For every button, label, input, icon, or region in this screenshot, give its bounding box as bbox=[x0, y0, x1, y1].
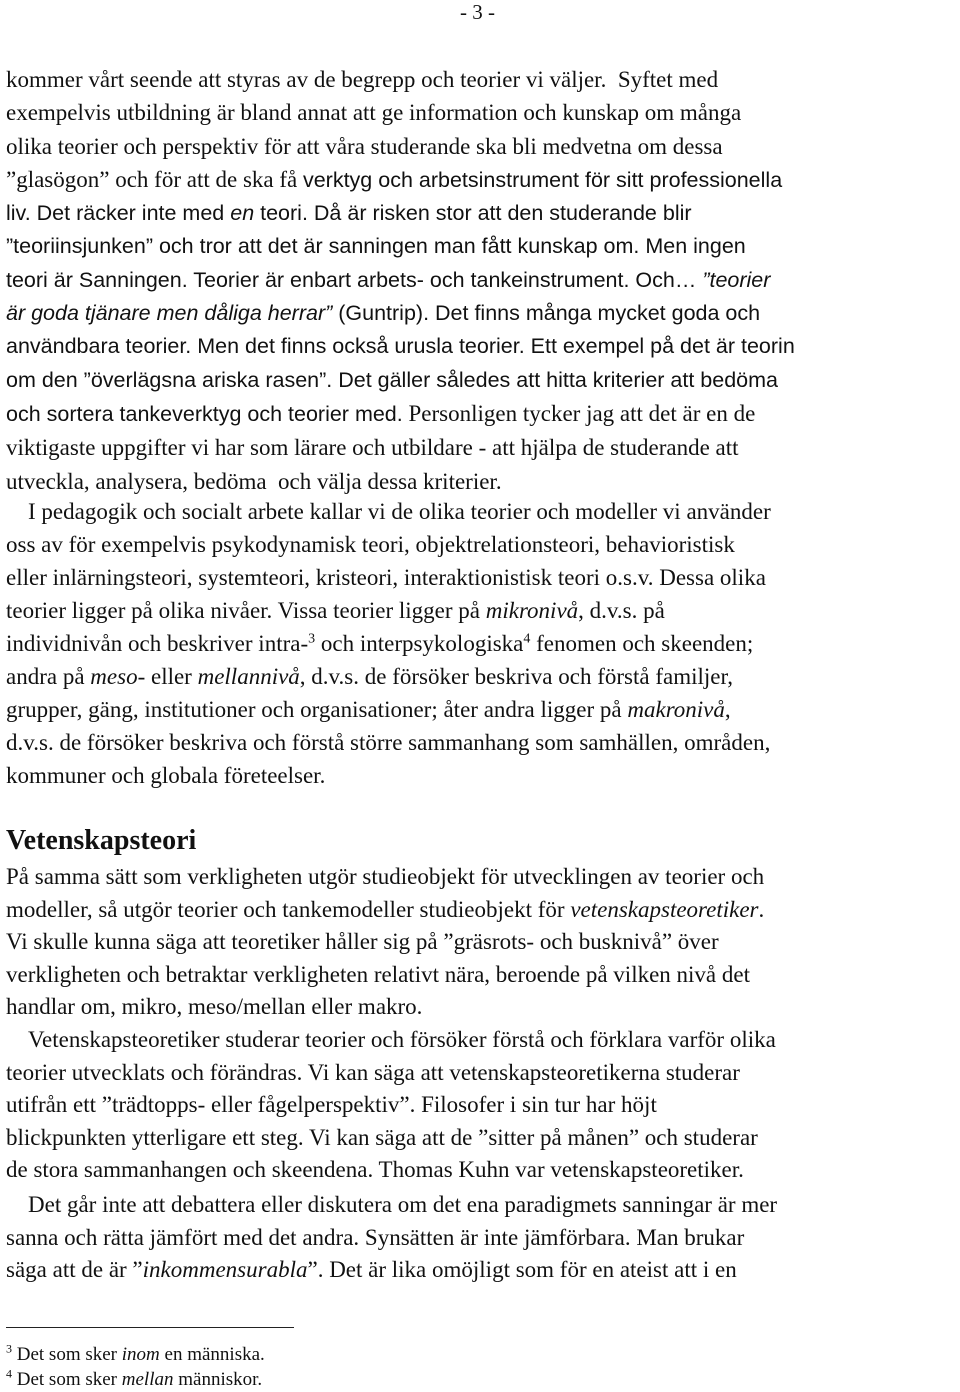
text-line: de stora sammanhangen och skeendena. Thomas Kuhn var vetenskapsteoretiker. bbox=[6, 1157, 744, 1183]
footnote-3: $^3$ Det som sker inom en människa. bbox=[6, 1341, 265, 1365]
text-line: teorier ligger på olika nivåer. Vissa teorier ligger på mikronivå, d.v.s. på bbox=[6, 598, 665, 623]
paragraph-5 bbox=[6, 1189, 956, 1287]
text-line: utveckla, analysera, bedöma och välja dessa kriterier. bbox=[6, 468, 502, 494]
text-line: om den ”överlägsna ariska rasen”. Det gäller således att hitta kriterier att bedöma bbox=[6, 367, 778, 392]
text-line: andra på meso- eller mellannivå, d.v.s. de försöker beskriva och förstå familjer, bbox=[6, 664, 733, 689]
text-line: teorier utvecklats och förändras. Vi kan säga att vetenskapsteoretikerna studerar bbox=[6, 1059, 740, 1085]
text-line: teori är Sanningen. Teorier är enbart arbets- och tankeinstrument. Och… ”teorier bbox=[6, 267, 771, 292]
text-line: liv. Det räcker inte med en teori. Då är risken stor att den studerande blir bbox=[6, 201, 692, 226]
text-line: Det går inte att debattera eller diskutera om det ena paradigmets sanningar är mer bbox=[28, 1192, 778, 1217]
footnote-4: $^4$ Det som sker mellan människor. bbox=[6, 1366, 263, 1390]
footnote-ref-4: 4 bbox=[523, 631, 531, 647]
page-number: - 3 - bbox=[460, 0, 495, 24]
paragraph-2 bbox=[6, 495, 956, 792]
text-line: handlar om, mikro, meso/mellan eller makro. bbox=[6, 994, 423, 1020]
text-line: individnivån och beskriver intra-$^3$ och interpsykologiska$^4$ fenomen och skeenden; bbox=[6, 631, 754, 656]
text-line: Vi skulle kunna säga att teoretiker håller sig på ”gräsrots- och busknivå” över bbox=[6, 929, 719, 955]
text-line: grupper, gäng, institutioner och organisationer; åter andra ligger på makronivå, bbox=[6, 697, 731, 722]
text-line: säga att de är ”inkommensurabla”. Det är lika omöjligt som för en ateist att i en bbox=[6, 1257, 737, 1283]
section-heading: Vetenskapsteori bbox=[6, 825, 197, 856]
text-line: olika teorier och perspektiv för att våra studerande ska bli medvetna om dessa bbox=[6, 133, 723, 159]
text-line: modeller, så utgör teorier och tankemodeller studieobjekt för vetenskapsteoretiker. bbox=[6, 896, 765, 922]
text-line: eller inlärningsteori, systemteori, kristeori, interaktionistisk teori o.s.v. Dessa olika bbox=[6, 565, 766, 590]
text-line: d.v.s. de försöker beskriva och förstå större sammanhang som samhällen, områden, bbox=[6, 730, 771, 755]
footnote-ref-3: 3 bbox=[308, 631, 316, 647]
footnote-separator bbox=[6, 1327, 294, 1328]
text-line: viktigaste uppgifter vi har som lärare och utbildare - att hjälpa de studerande att bbox=[6, 435, 739, 461]
text-line: oss av för exempelvis psykodynamisk teori, objektrelationsteori, behavioristisk bbox=[6, 532, 735, 557]
text-line: ”glasögon” och för att de ska få verktyg och arbetsinstrument för sitt professionella bbox=[6, 166, 783, 192]
text-line: Vetenskapsteoretiker studerar teorier och försöker förstå och förklara varför olika bbox=[28, 1027, 776, 1052]
text-line: och sortera tankeverktyg och teorier med. Personligen tycker jag att det är en de bbox=[6, 400, 756, 426]
paragraph-4 bbox=[6, 1024, 956, 1187]
text-line: kommuner och globala företeelser. bbox=[6, 763, 326, 788]
text-line: verkligheten och betraktar verkligheten relativt nära, beroende på vilken nivå det bbox=[6, 961, 750, 987]
text-line: utifrån ett ”trädtopps- eller fågelperspektiv”. Filosofer i sin tur har höjt bbox=[6, 1092, 657, 1118]
text-line: exempelvis utbildning är bland annat att ge information och kunskap om många bbox=[6, 100, 742, 126]
text-line: sanna och rätta jämfört med det andra. Synsätten är inte jämförbara. Man brukar bbox=[6, 1224, 745, 1250]
text-line: På samma sätt som verkligheten utgör studieobjekt för utvecklingen av teorier och bbox=[6, 864, 765, 889]
text-line: I pedagogik och socialt arbete kallar vi de olika teorier och modeller vi använder bbox=[28, 499, 771, 524]
text-line: användbara teorier. Men det finns också urusla teorier. Ett exempel på det är teorin bbox=[6, 334, 795, 359]
text-line: ”teoriinsjunken” och tror att det är sanningen man fått kunskap om. Men ingen bbox=[6, 234, 746, 259]
text-line: är goda tjänare men dåliga herrar” (Guntrip). Det finns många mycket goda och bbox=[6, 301, 761, 326]
text-line: blickpunkten ytterligare ett steg. Vi kan säga att de ”sitter på månen” och studerar bbox=[6, 1124, 758, 1150]
paragraph-3 bbox=[6, 861, 956, 1024]
paragraph-1 bbox=[6, 63, 956, 498]
text-line: kommer vårt seende att styras av de begrepp och teorier vi väljer. Syftet med bbox=[6, 67, 719, 92]
